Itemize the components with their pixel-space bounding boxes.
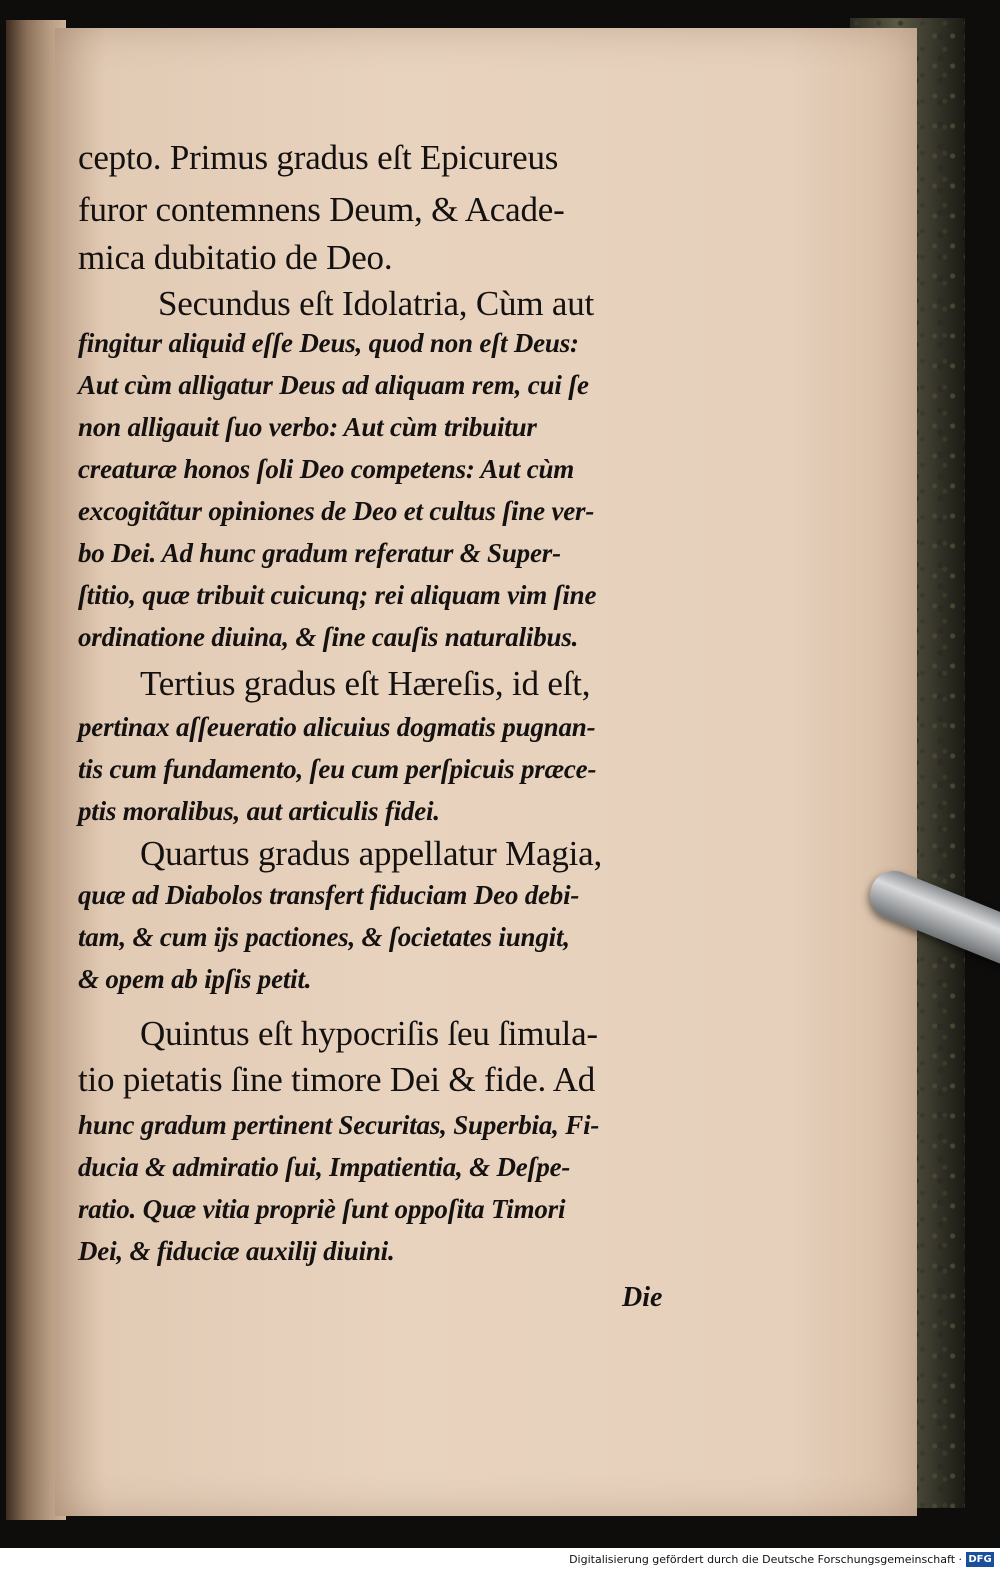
- dfg-logo-icon: DFG: [966, 1552, 994, 1567]
- text-line: Secundus eſt Idolatria, Cùm aut: [158, 284, 595, 323]
- text-line: bo Dei. Ad hunc gradum referatur & Super-: [78, 538, 561, 568]
- text-line: quæ ad Diabolos transfert fiduciam Deo debi-: [78, 880, 580, 910]
- text-line: ordinatione diuina, & ſine cauſis naturalibus.: [78, 622, 579, 652]
- footer-bar: [0, 1548, 1000, 1570]
- text-line: & opem ab ipſis petit.: [78, 964, 312, 994]
- text-line: ducia & admiratio ſui, Impatientia, & Deſpe-: [78, 1152, 571, 1182]
- text-line: ratio. Quæ vitia propriè ſunt oppoſita Timori: [78, 1194, 566, 1224]
- text-line: mica dubitatio de Deo.: [78, 238, 393, 277]
- text-line: fingitur aliquid eſſe Deus, quod non eſt Deus:: [78, 328, 579, 358]
- text-line: creaturæ honos ſoli Deo competens: Aut cùm: [78, 454, 575, 484]
- text-line: Tertius gradus eſt Hæreſis, id eſt,: [140, 664, 591, 703]
- text-line: tio pietatis ſine timore Dei & fide. Ad: [78, 1060, 596, 1099]
- text-line: Aut cùm alligatur Deus ad aliquam rem, cui ſe: [78, 370, 589, 400]
- text-line: tis cum fundamento, ſeu cum perſpicuis præce-: [78, 754, 597, 784]
- text-line: ptis moralibus, aut articulis fidei.: [78, 796, 440, 826]
- text-line: tam, & cum ijs pactiones, & ſocietates iungit,: [78, 922, 570, 952]
- text-line: excogitãtur opiniones de Deo et cultus ſine ver-: [78, 496, 595, 526]
- text-line: pertinax aſſeueratio alicuius dogmatis pugnan-: [78, 712, 596, 742]
- text-line: Dei, & fiduciæ auxilij diuini.: [78, 1236, 395, 1266]
- text-line: hunc gradum pertinent Securitas, Superbia, Fi-: [78, 1110, 600, 1140]
- text-line: non alligauit ſuo verbo: Aut cùm tribuitur: [78, 412, 537, 442]
- text-line: furor contemnens Deum, & Acade-: [78, 190, 565, 229]
- catchword: Die: [622, 1282, 663, 1313]
- text-line: ſtitio, quæ tribuit cuicunq; rei aliquam vim ſine: [78, 580, 597, 610]
- text-line: Quintus eſt hypocriſis ſeu ſimula-: [140, 1014, 598, 1053]
- funding-credit: Digitalisierung gefördert durch die Deutsche Forschungsgemeinschaft ·: [569, 1553, 962, 1566]
- text-line: Quartus gradus appellatur Magia,: [140, 834, 603, 873]
- text-line: cepto. Primus gradus eſt Epicureus: [78, 138, 559, 177]
